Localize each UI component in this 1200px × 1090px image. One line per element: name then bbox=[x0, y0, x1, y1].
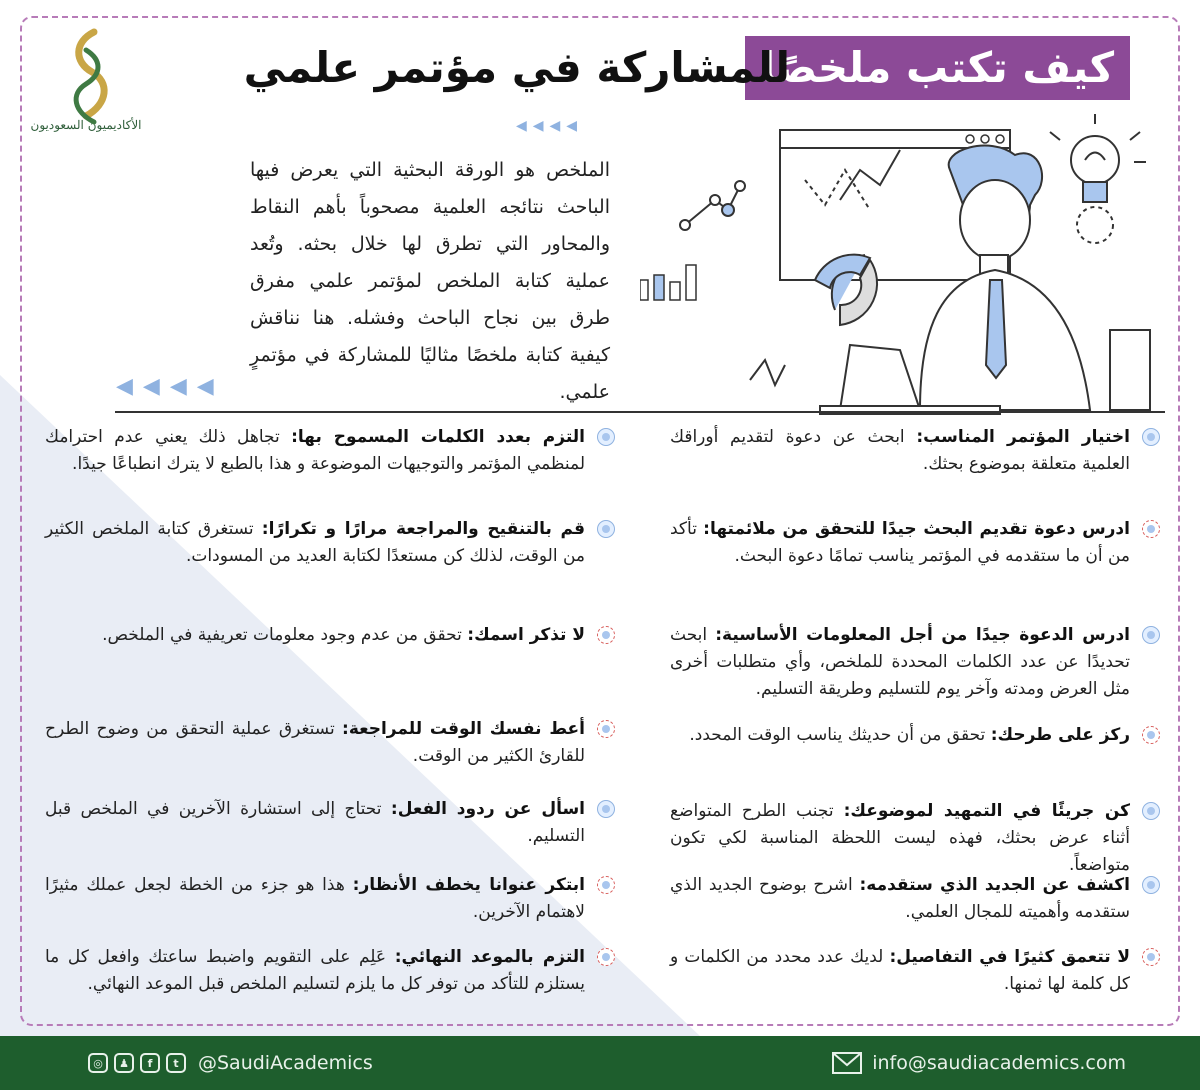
bullet-icon bbox=[1142, 520, 1160, 538]
mail-icon bbox=[832, 1052, 862, 1074]
list-item bbox=[670, 798, 1160, 879]
list-item bbox=[670, 622, 1160, 703]
list-item bbox=[670, 872, 1160, 926]
tip-text: تجاهل ذلك يعني عدم احترامك لمنظمي المؤتمر والتوجيهات الموضوعة و هذا بالطبع لا يترك انطباعًا جيدًا. bbox=[45, 427, 585, 474]
bullet-icon bbox=[1142, 802, 1160, 820]
tip-text: ابحث عن دعوة لتقديم أوراقك العلمية متعلقة بموضوع بحثك. bbox=[670, 427, 1130, 474]
tip-heading: ادرس الدعوة جيدًا من أجل المعلومات الأساسية: bbox=[715, 625, 1131, 645]
list-item bbox=[45, 872, 615, 926]
list-item bbox=[670, 424, 1160, 478]
logo-caption: الأكاديميون السعوديون bbox=[30, 118, 142, 132]
list-item bbox=[670, 516, 1160, 570]
list-item bbox=[670, 944, 1160, 998]
list-item bbox=[45, 944, 615, 998]
tip-heading: اختيار المؤتمر المناسب: bbox=[916, 427, 1130, 447]
bullet-icon bbox=[1142, 626, 1160, 644]
contact-email bbox=[832, 1036, 1126, 1090]
decorative-arrows-icon: ◀◀◀◀ bbox=[516, 118, 584, 134]
tip-text: تجنب الطرح المتواضع أثناء عرض بحثك، فهذه ليست اللحظة المناسبة لكي تكون متواضعاً. bbox=[670, 801, 1130, 875]
bullet-icon bbox=[597, 520, 615, 538]
decorative-arrows-icon: ◀◀◀◀ bbox=[116, 374, 224, 399]
tip-text: تحقق من أن حديثك يناسب الوقت المحدد. bbox=[689, 725, 991, 745]
tip-heading: لا تذكر اسمك: bbox=[467, 625, 585, 645]
bullet-icon bbox=[597, 428, 615, 446]
researcher-illustration bbox=[640, 110, 1160, 420]
footer-bar bbox=[0, 1036, 1200, 1090]
list-item bbox=[45, 516, 615, 570]
intro-paragraph: الملخص هو الورقة البحثية التي يعرض فيها الباحث نتائجه العلمية مصحوباً بأهم النقاط والمحاور التي تطرق لها خلال بحثه. وتُعد عملية كتابة الملخص لمؤتمر علمي مفرق طرق بين نجاح الباحث وفشله. هنا نناقش كيفية كتابة ملخصًا مثاليًا للمشاركة في مؤتمرٍ علمي. bbox=[250, 159, 610, 403]
facebook-icon[interactable]: f bbox=[140, 1053, 160, 1073]
list-item bbox=[45, 424, 615, 478]
tip-text: عَلِم على التقويم واضبط ساعتك وافعل كل ما يستلزم للتأكد من توفر كل ما يلزم لتسليم الملخص قبل الموعد النهائي. bbox=[45, 947, 585, 994]
title-rest: للمشاركة في مؤتمر علمي bbox=[243, 43, 790, 92]
tip-text: تستغرق عملية التحقق من وضوح الطرح للقارئ الكثير من الوقت. bbox=[45, 719, 585, 766]
bullet-icon bbox=[597, 948, 615, 966]
tip-text: هذا هو جزء من الخطة لجعل عملك مثيرًا لاهتمام الآخرين. bbox=[45, 875, 585, 922]
bullet-icon bbox=[1142, 726, 1160, 744]
bullet-icon bbox=[597, 720, 615, 738]
snapchat-icon[interactable]: ♟ bbox=[114, 1053, 134, 1073]
list-item bbox=[45, 716, 615, 770]
tip-heading: اسأل عن ردود الفعل: bbox=[390, 799, 585, 819]
tip-text: تستغرق كتابة الملخص الكثير من الوقت، لذلك كن مستعدًا لكتابة العديد من المسودات. bbox=[45, 519, 585, 566]
tip-text: اشرح بوضوح الجديد الذي ستقدمه وأهميته للمجال العلمي. bbox=[670, 875, 1130, 922]
bullet-icon bbox=[1142, 876, 1160, 894]
list-item bbox=[45, 622, 615, 649]
tip-heading: التزم بالموعد النهائي: bbox=[394, 947, 586, 967]
tip-heading: كن جريئًا في التمهيد لموضوعك: bbox=[843, 801, 1131, 821]
section-divider bbox=[115, 411, 1165, 413]
title-highlight: كيف تكتب ملخصًا bbox=[745, 36, 1130, 100]
bullet-icon bbox=[597, 876, 615, 894]
tip-heading: أعط نفسك الوقت للمراجعة: bbox=[342, 719, 585, 739]
tip-text: تحتاج إلى استشارة الآخرين في الملخص قبل التسليم. bbox=[45, 799, 585, 846]
tip-heading: لا تتعمق كثيرًا في التفاصيل: bbox=[889, 947, 1131, 967]
tip-text: تحقق من عدم وجود معلومات تعريفية في الملخص. bbox=[102, 625, 468, 645]
bullet-icon bbox=[1142, 428, 1160, 446]
list-item bbox=[45, 796, 615, 850]
bullet-icon bbox=[597, 626, 615, 644]
list-item bbox=[670, 722, 1160, 749]
social-links bbox=[88, 1036, 373, 1090]
tip-heading: قم بالتنقيح والمراجعة مرارًا و تكرارًا: bbox=[261, 519, 585, 539]
email-link[interactable]: info@saudiacademics.com bbox=[872, 1052, 1126, 1074]
instagram-icon[interactable]: ◎ bbox=[88, 1053, 108, 1073]
tip-heading: ركز على طرحك: bbox=[990, 725, 1130, 745]
twitter-icon[interactable]: t bbox=[166, 1053, 186, 1073]
bullet-icon bbox=[1142, 948, 1160, 966]
social-handle[interactable]: @SaudiAcademics bbox=[198, 1052, 373, 1074]
tip-heading: اكشف عن الجديد الذي ستقدمه: bbox=[859, 875, 1130, 895]
tip-heading: ادرس دعوة تقديم البحث جيدًا للتحقق من ملائمتها: bbox=[703, 519, 1130, 539]
tip-text: ابحث تحديدًا عن عدد الكلمات المحددة للملخص، وأي متطلبات أخرى مثل العرض ومدته وآخر يوم للتسليم وطريقة التسليم. bbox=[670, 625, 1130, 699]
tip-heading: التزم بعدد الكلمات المسموح بها: bbox=[291, 427, 585, 447]
tip-text: لديك عدد محدد من الكلمات و كل كلمة لها ثمنها. bbox=[670, 947, 1130, 994]
tip-heading: ابتكر عنوانا يخطف الأنظار: bbox=[352, 875, 585, 895]
tip-text: تأكد من أن ما ستقدمه في المؤتمر يناسب تمامًا دعوة البحث. bbox=[670, 519, 1130, 566]
bullet-icon bbox=[597, 800, 615, 818]
